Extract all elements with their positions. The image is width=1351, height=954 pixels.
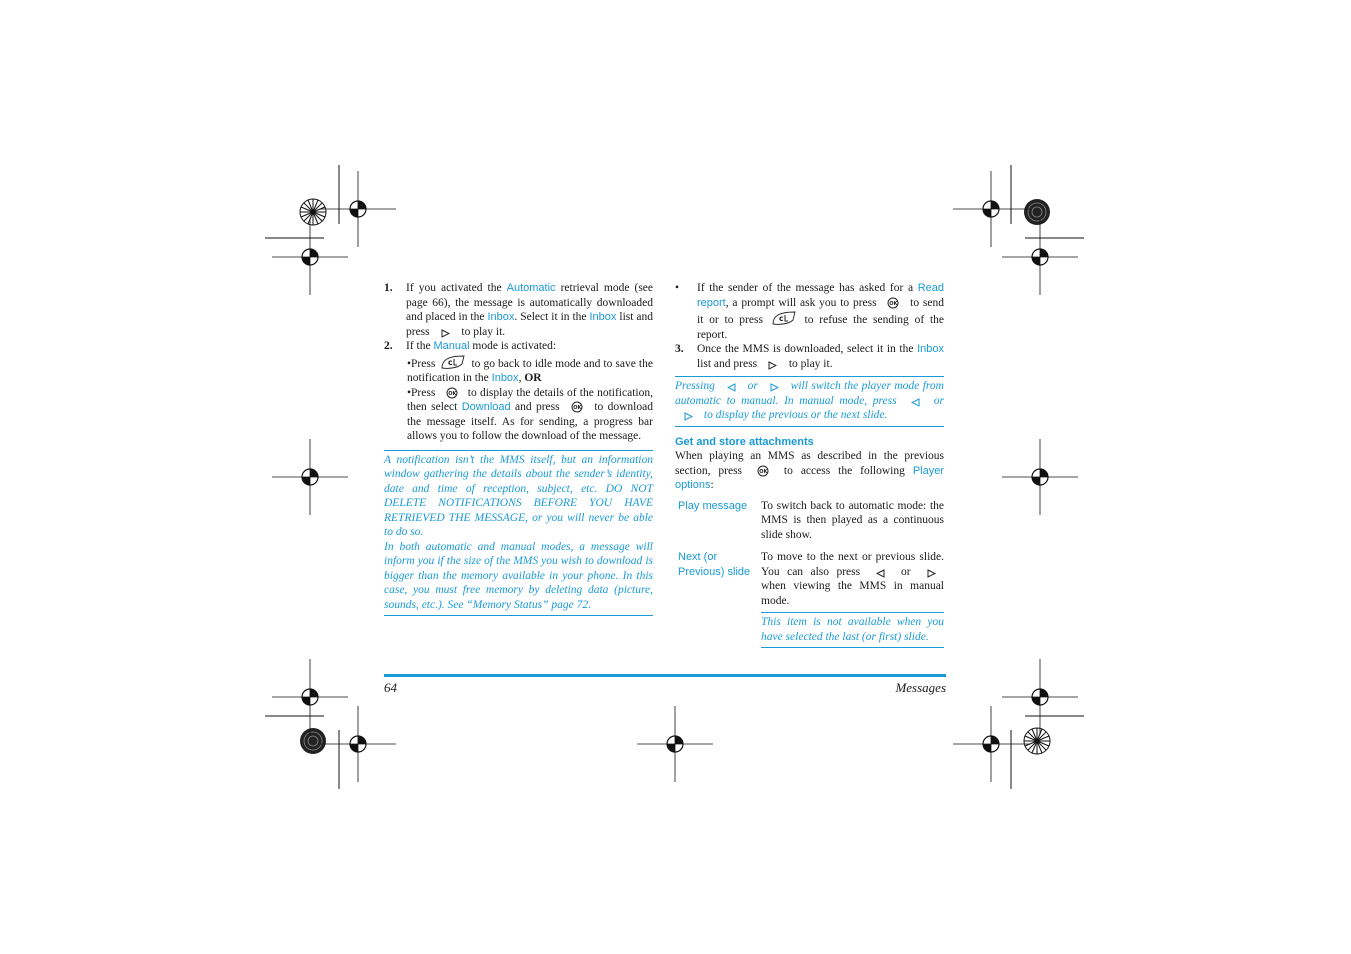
text: or [893, 565, 918, 578]
text: If the [406, 340, 434, 352]
note-paragraph: In both automatic and manual modes, a message will inform you if the size of the MMS you wish to download is bigger than the memory available in your phone. In this case, you must free memory by deleting data (picture, sounds, etc.). See “Memory Status” page 72. [384, 540, 653, 611]
option-label: Next (or Previous) slide [678, 551, 751, 578]
right-arrow-icon [760, 357, 786, 372]
bullet-text [697, 281, 944, 342]
player-options-table [675, 499, 944, 649]
text: to access the following [775, 464, 913, 477]
step-2 [384, 339, 653, 354]
intro-paragraph [675, 449, 944, 493]
text: •Press [407, 386, 439, 399]
option-row-next-previous-slide [675, 550, 944, 648]
right-column [675, 281, 944, 656]
text: To move to the next or previous slide. You can also press [761, 551, 944, 578]
page-number: 64 [384, 680, 397, 695]
right-arrow-icon [675, 408, 701, 423]
keyword-inbox: Inbox [917, 343, 944, 355]
svg-text:OK: OK [759, 468, 768, 475]
section-name: Messages [895, 680, 946, 695]
keyword-inbox: Inbox [491, 372, 519, 384]
keyword-player-options: Player options [675, 464, 944, 491]
svg-text:OK: OK [889, 300, 898, 307]
text: : [710, 479, 714, 491]
text: to send it or to press [697, 296, 944, 326]
keyword-download: Download [461, 401, 511, 413]
right-arrow-icon [761, 379, 787, 394]
keyword-read-report: Read report [697, 282, 944, 309]
step-1 [384, 281, 653, 339]
clear-key-icon [769, 310, 799, 328]
left-arrow-icon [718, 379, 744, 394]
option-note: This item is not available when you have selected the last (or first) slide. [761, 612, 944, 648]
text: and press [510, 401, 564, 413]
bullet-read-report [675, 281, 944, 342]
bullet-marker: • [675, 282, 680, 294]
option-label: Play message [678, 499, 748, 512]
page-footer [384, 674, 946, 696]
option-description [761, 550, 944, 648]
note-player-mode [675, 376, 944, 427]
right-arrow-icon [918, 565, 944, 580]
step-text [406, 281, 653, 339]
keyword-inbox: Inbox [589, 311, 617, 323]
step-text [406, 339, 653, 354]
note-paragraph [675, 379, 944, 423]
text: If the sender of the message has asked for a [697, 282, 918, 294]
text: •Press [407, 357, 439, 370]
keyword-manual: Manual [433, 340, 470, 352]
text: when viewing the MMS in manual mode. [761, 580, 944, 607]
text: retrieval mode (see page 66), the message is automatically downloaded and placed in the [406, 282, 654, 323]
text: will switch the player mode from automatic to manual. In manual mode, press [675, 380, 944, 407]
left-arrow-icon [902, 394, 928, 409]
text: list and press [406, 311, 653, 338]
right-arrow-icon [433, 325, 459, 340]
clear-key-icon [438, 354, 468, 372]
step-3 [675, 342, 944, 371]
text: to display the details of the notification, then select [407, 386, 653, 413]
text: or [744, 380, 762, 392]
keyword-inbox: Inbox [487, 311, 515, 323]
text: to download the message itself. As for sending, a progress bar allows you to follow the download of the message. [407, 401, 653, 442]
text: list and press [697, 357, 760, 370]
ok-key-icon [439, 386, 465, 401]
step-number: 1. [384, 282, 393, 294]
option-description-text [761, 550, 944, 608]
step-number: 3. [675, 343, 684, 355]
svg-text:OK: OK [447, 390, 456, 397]
text: Pressing [675, 380, 719, 392]
ok-key-icon [750, 464, 776, 479]
step-number: 2. [384, 340, 393, 352]
section-heading: Get and store attachments [675, 435, 814, 448]
text: to display the previous or the next slide. [701, 409, 888, 421]
text: to refuse the sending of the report. [697, 314, 944, 341]
text: When playing an MMS as described in the previous section, press [675, 450, 944, 477]
ok-key-icon [880, 296, 906, 311]
step-text [697, 342, 944, 371]
option-row-play-message [675, 499, 944, 543]
bullet-clear [407, 354, 653, 386]
left-arrow-icon [868, 565, 894, 580]
note-box [384, 450, 653, 617]
text: If you activated the [406, 282, 507, 294]
text: Once the MMS is downloaded, select it in the [697, 343, 918, 355]
text: to go back to idle mode and to save the notification in the [407, 357, 653, 384]
text: or [928, 394, 944, 407]
svg-text:c: c [778, 314, 784, 323]
bullet-ok [407, 386, 653, 444]
or-label: OR [524, 372, 542, 384]
text: , a prompt will ask you to press [725, 296, 881, 309]
note-paragraph: A notification isn’t the MMS itself, but an information window gathering the details about the sender’s identity, date and time of reception, subject, etc. DO NOT DELETE NOTIFICATIONS BEFORE YOU HAVE RETRIEVED THE MESSAGE, or you will never be able to do so. [384, 453, 653, 538]
svg-text:OK: OK [573, 405, 582, 411]
left-column [384, 281, 653, 616]
text: to play it. [458, 325, 506, 338]
text: mode is activated: [469, 340, 557, 352]
svg-text:c: c [448, 357, 453, 367]
text: , [518, 372, 525, 384]
ok-key-icon [564, 400, 590, 415]
text: to play it. [785, 357, 833, 370]
keyword-automatic: Automatic [506, 282, 556, 294]
text: . Select it in the [514, 311, 590, 323]
option-description: To switch back to automatic mode: the MMS is then played as a continuous slide show. [761, 499, 944, 541]
